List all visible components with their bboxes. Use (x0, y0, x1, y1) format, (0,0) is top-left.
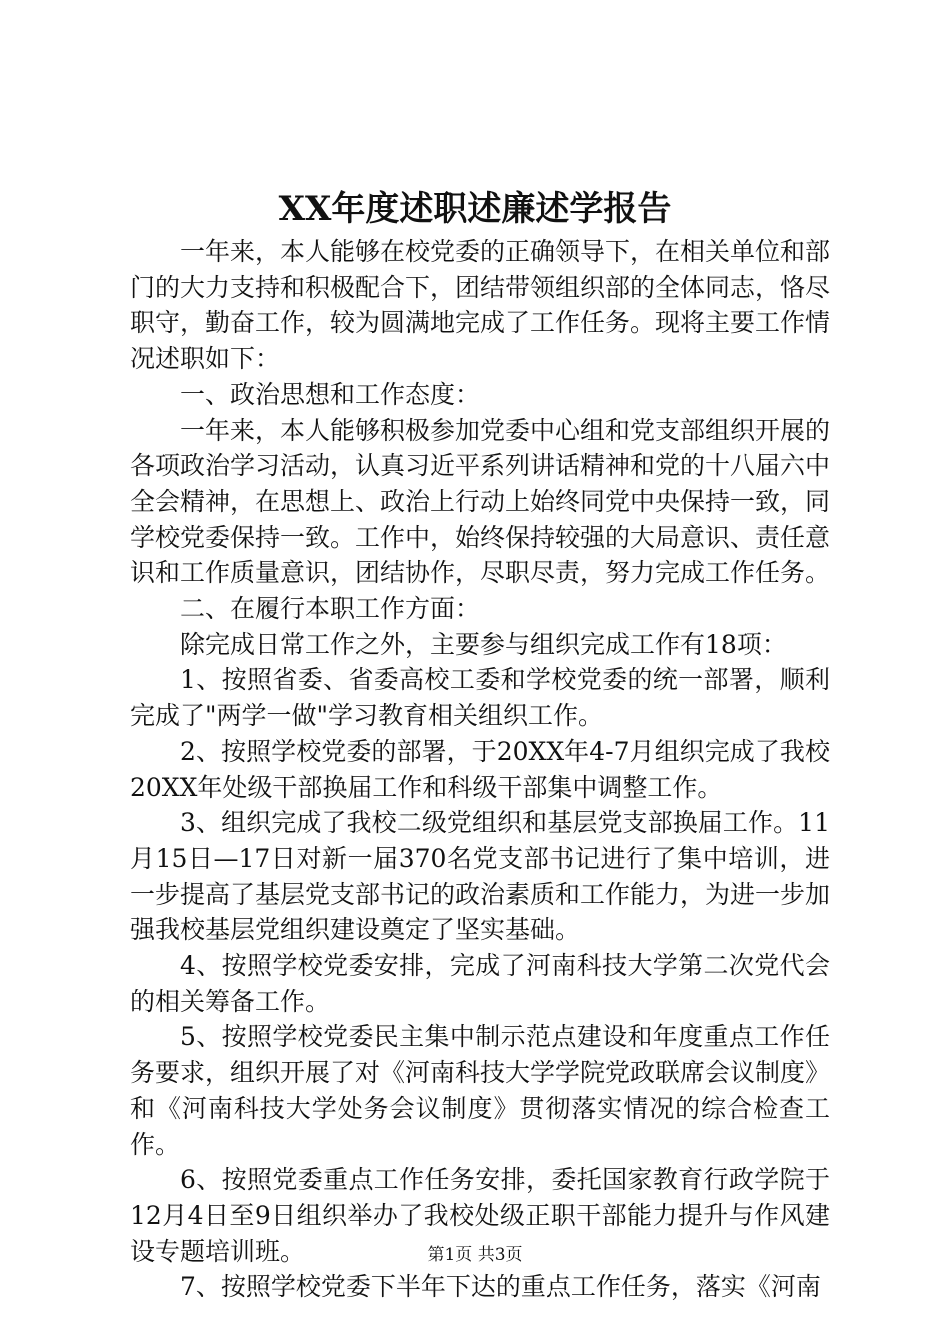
paragraph-heading-duties: 二、在履行本职工作方面： (180, 594, 481, 624)
document-body (130, 234, 830, 1305)
paragraph-intro: 一年来，本人能够在校党委的正确领导下，在相关单位和部门的大力支持和积极配合下，团结带领组织部的全体同志，恪尽职守，勤奋工作，较为圆满地完成了工作任务。现将主要工作情况述职如下： (130, 237, 831, 374)
paragraph-item-2: 2、按照学校党委的部署，于20XX年4-7月组织完成了我校20XX年处级干部换届工作和科级干部集中调整工作。 (130, 736, 830, 802)
paragraph-item-5: 5、按照学校党委民主集中制示范点建设和年度重点工作任务要求，组织开展了对《河南科技大学学院党政联席会议制度》和《河南科技大学处务会议制度》贯彻落实情况的综合检查工作。 (130, 1022, 831, 1159)
paragraph-item-1: 1、按照省委、省委高校工委和学校党委的统一部署，顺利完成了"两学一做"学习教育相关组织工作。 (130, 665, 830, 731)
paragraph-item-6: 6、按照党委重点工作任务安排，委托国家教育行政学院于12月4日至9日组织举办了我校处级正职干部能力提升与作风建设专题培训班。 (130, 1165, 830, 1266)
paragraph-item-4: 4、按照学校党委安排，完成了河南科技大学第二次党代会的相关筹备工作。 (130, 951, 830, 1016)
paragraph-duties-summary: 除完成日常工作之外，主要参与组织完成工作有18项： (180, 629, 787, 659)
document-title: XX年度述职述廉述学报告 (278, 189, 672, 229)
paragraph-heading-political: 一、政治思想和工作态度： (180, 379, 481, 409)
paragraph-item-3: 3、组织完成了我校二级党组织和基层党支部换届工作。11月15日—17日对新一届370名党支部书记进行了集中培训，进一步提高了基层党支部书记的政治素质和工作能力，为进一步加强我校基层党组织建设奠定了坚实基础。 (130, 808, 831, 945)
paragraph-political: 一年来，本人能够积极参加党委中心组和党支部组织开展的各项政治学习活动，认真习近平系列讲话精神和党的十八届六中全会精神，在思想上、政治上行动上始终同党中央保持一致，同学校党委保持一致。工作中，始终保持较强的大局意识、责任意识和工作质量意识，团结协作，尽职尽责，努力完成工作任务。 (130, 415, 831, 588)
paragraph-item-7: 7、按照学校党委下半年下达的重点工作任务，落实《河南 (180, 1272, 821, 1302)
page-number-footer: 第1页 共3页 (427, 1245, 523, 1265)
